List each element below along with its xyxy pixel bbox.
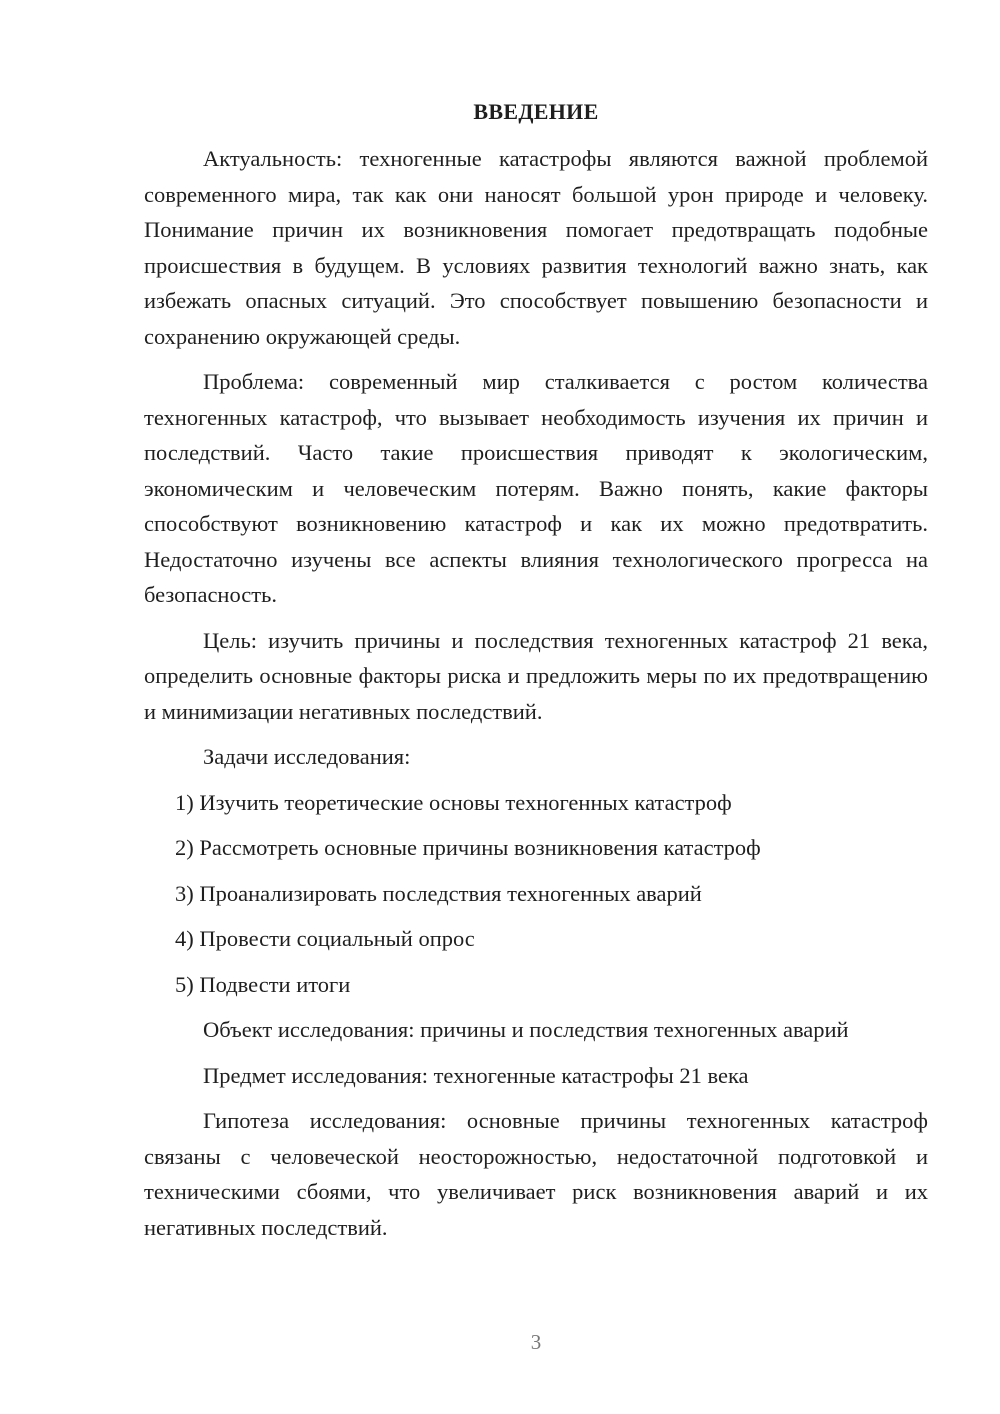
research-subject: Предмет исследования: техногенные катастрофы 21 века	[203, 1062, 749, 1088]
page-title: ВВЕДЕНИЕ	[473, 99, 599, 124]
paragraph-goal: Цель: изучить причины и последствия техногенных катастроф 21 века, определить основные факторы риска и предложить меры по их предотвращению и минимизации негативных последствий.	[144, 627, 928, 724]
paragraph-problem: Проблема: современный мир сталкивается с ростом количества техногенных катастроф, что вызывает необходимость изучения их причин и последствий. Часто такие происшествия приводят к экологическим, экономическим и человеческим потерям. Важно понять, какие факторы способствуют возникновению катастроф и как их можно предотвратить. Недостаточно изучены все аспекты влияния технологического прогресса на безопасность.	[144, 369, 928, 607]
list-item-task-2: 2) Рассмотреть основные причины возникновения катастроф	[175, 835, 761, 860]
list-item-task-4: 4) Провести социальный опрос	[175, 926, 475, 951]
list-item-task-1: 1) Изучить теоретические основы техногенных катастроф	[175, 789, 732, 815]
page-number: 3	[530, 1330, 542, 1354]
research-object: Объект исследования: причины и последствия техногенных аварий	[203, 1017, 849, 1042]
document-body	[144, 141, 928, 1255]
tasks-heading: Задачи исследования:	[203, 744, 411, 769]
list-item-task-3: 3) Проанализировать последствия техногенных аварий	[175, 880, 702, 906]
paragraph-relevance: Актуальность: техногенные катастрофы являются важной проблемой современного мира, так как они наносят большой урон природе и человеку. Понимание причин их возникновения помогает предотвращать подобные происшествия в будущем. В условиях развития технологий важно знать, как избежать опасных ситуаций. Это способствует повышению безопасности и сохранению окружающей среды.	[144, 146, 928, 349]
list-item-task-5: 5) Подвести итоги	[175, 971, 351, 997]
paragraph-hypothesis: Гипотеза исследования: основные причины техногенных катастроф связаны с человеческой неосторожностью, недостаточной подготовкой и техническими сбоями, что увеличивает риск возникновения аварий и их негативных последствий.	[144, 1108, 928, 1240]
